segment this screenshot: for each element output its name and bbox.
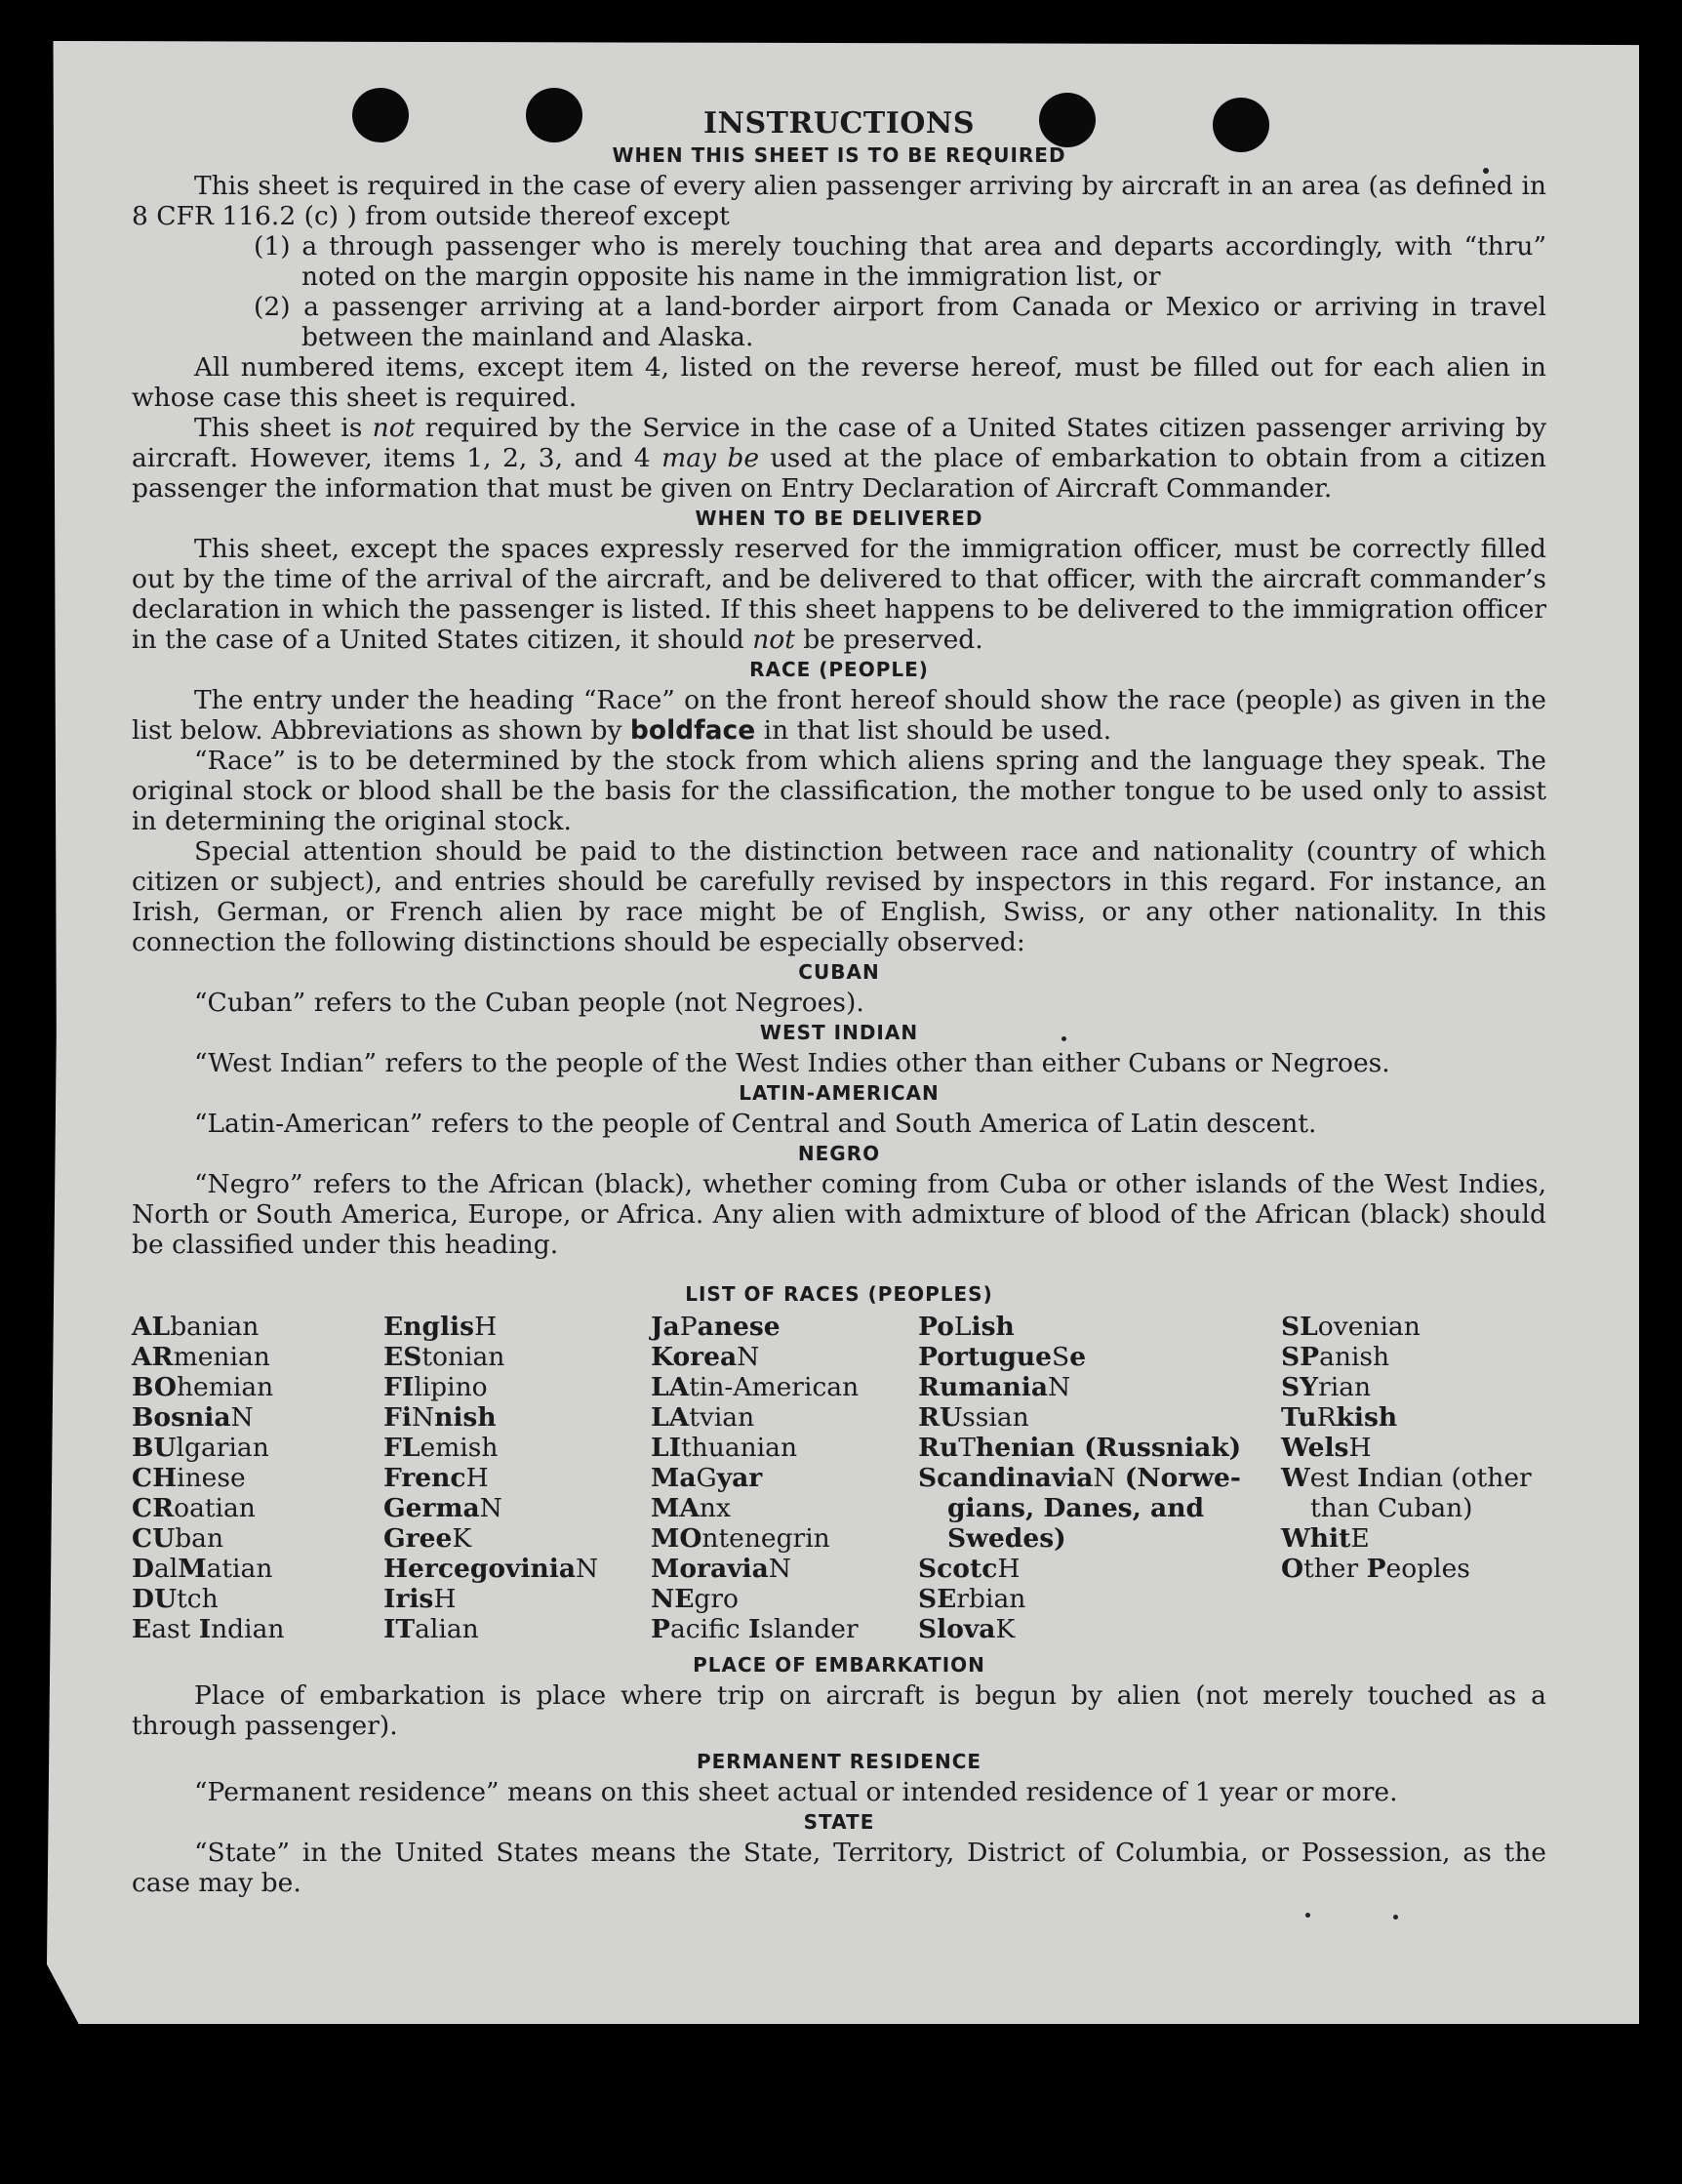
race-text: anish xyxy=(1319,1342,1390,1372)
race-entry xyxy=(651,1523,918,1554)
race-abbrev: FL xyxy=(383,1433,420,1463)
race-entry xyxy=(651,1463,918,1493)
race-abbrev: Englis xyxy=(383,1312,475,1342)
race-text: L xyxy=(953,1312,972,1342)
race-entry xyxy=(132,1584,383,1614)
list-item xyxy=(132,292,1546,352)
race-entry xyxy=(918,1463,1281,1554)
race-text: ovenian xyxy=(1317,1312,1421,1342)
instructions-content xyxy=(132,107,1546,1898)
race-text: H xyxy=(474,1312,498,1342)
race-text: alian xyxy=(415,1614,479,1644)
emphasis: not xyxy=(372,413,416,443)
paragraph: This sheet is required in the case of every alien passenger arriving by aircraft in an area (as defined in 8 CFR 116.2 (c) ) from outside thereof except xyxy=(132,171,1546,231)
speck xyxy=(1305,1913,1310,1918)
text-run: The entry under the heading “Race” on the front hereof should show the race (people) as given in the list below. Abbreviations as shown by xyxy=(132,685,1546,746)
race-entry xyxy=(132,1312,383,1342)
race-column xyxy=(651,1312,918,1644)
race-abbrev: Frenc xyxy=(383,1463,466,1493)
race-text: N xyxy=(1093,1463,1116,1493)
text-run: in that list should be used. xyxy=(755,715,1112,746)
race-abbrev: Moravia xyxy=(651,1554,769,1584)
race-text: ndian xyxy=(211,1614,285,1644)
speck xyxy=(1393,1915,1398,1920)
text-run: This sheet, except the spaces expressly reserved for the immigration officer, must be correctly filled out by the time of the arrival of the aircraft, and be delivered to that officer, with the aircraft commander’s declaration in which the passenger is listed. If this sheet happens to be delivered to the immigration officer in the case of a United States citizen, it should xyxy=(132,534,1546,655)
race-abbrev: yar xyxy=(716,1463,763,1493)
section-heading: STATE xyxy=(803,1810,875,1834)
race-text: eoples xyxy=(1385,1554,1470,1584)
race-text: oatian xyxy=(174,1493,256,1523)
race-text: P xyxy=(679,1312,698,1342)
race-abbrev: D xyxy=(132,1554,154,1584)
race-abbrev: CR xyxy=(132,1493,175,1523)
race-abbrev: SP xyxy=(1281,1342,1320,1372)
race-abbrev: SY xyxy=(1281,1372,1319,1402)
race-abbrev: O xyxy=(1281,1554,1304,1584)
race-text: tin-American xyxy=(689,1372,860,1402)
race-abbrev: e xyxy=(1069,1342,1087,1372)
section-heading: NEGRO xyxy=(797,1142,881,1165)
race-entry xyxy=(383,1402,651,1433)
race-abbrev: MO xyxy=(651,1523,702,1554)
race-text: H xyxy=(1348,1433,1372,1463)
race-entry xyxy=(651,1312,918,1342)
race-text: slander xyxy=(760,1614,859,1644)
race-entry xyxy=(1281,1554,1546,1584)
race-text: N xyxy=(411,1402,435,1433)
race-text: N xyxy=(576,1554,599,1584)
race-text: gro xyxy=(694,1584,740,1614)
section-heading: LATIN-AMERICAN xyxy=(739,1081,940,1105)
race-text: rbian xyxy=(956,1584,1026,1614)
race-entry xyxy=(383,1523,651,1554)
race-text: T xyxy=(958,1433,976,1463)
race-abbrev: RU xyxy=(918,1402,963,1433)
race-abbrev: Ma xyxy=(651,1463,697,1493)
race-entry xyxy=(651,1614,918,1644)
race-column xyxy=(1281,1312,1546,1644)
race-entry xyxy=(918,1312,1281,1342)
race-abbrev: ES xyxy=(383,1342,422,1372)
paragraph: “Latin-American” refers to the people of Central and South America of Latin descent. xyxy=(194,1109,1317,1139)
section-heading: WHEN THIS SHEET IS TO BE REQUIRED xyxy=(612,143,1066,167)
race-text: tonian xyxy=(421,1342,505,1372)
race-abbrev: LA xyxy=(651,1402,690,1433)
race-entry xyxy=(1281,1523,1546,1554)
race-entry xyxy=(383,1493,651,1523)
race-entry xyxy=(1281,1342,1546,1372)
race-abbrev: nish xyxy=(434,1402,497,1433)
race-abbrev: ish xyxy=(971,1312,1015,1342)
section-heading: RACE (PEOPLE) xyxy=(749,658,929,681)
race-entry xyxy=(651,1584,918,1614)
race-abbrev: MA xyxy=(651,1493,700,1523)
race-entry xyxy=(383,1372,651,1402)
race-text: inese xyxy=(177,1463,246,1493)
race-abbrev: BU xyxy=(132,1433,177,1463)
item-text: a passenger arriving at a land-border airport from Canada or Mexico or arriving in travel between the mainland and Alaska. xyxy=(301,292,1546,352)
text-run: used at the place of embarkation to obtain from a citizen passenger the information that must be given on Entry Declaration of Aircraft Commander. xyxy=(132,443,1546,504)
race-entry xyxy=(918,1402,1281,1433)
race-entry xyxy=(918,1554,1281,1584)
paragraph xyxy=(132,685,1546,746)
race-entry xyxy=(383,1614,651,1644)
race-abbrev: Korea xyxy=(651,1342,738,1372)
race-text: N xyxy=(1048,1372,1071,1402)
race-entry xyxy=(383,1433,651,1463)
page-title: INSTRUCTIONS xyxy=(703,106,975,141)
text-run: required by the Service in the case of a United States citizen passenger arriving by aircraft. However, items 1, 2, 3, and 4 xyxy=(132,413,1547,473)
race-abbrev: Gree xyxy=(383,1523,453,1554)
race-entry xyxy=(383,1342,651,1372)
race-abbrev: anese xyxy=(697,1312,781,1342)
race-abbrev: SE xyxy=(918,1584,957,1614)
emphasis: may be xyxy=(661,443,760,473)
race-abbrev: LI xyxy=(651,1433,682,1463)
race-abbrev: Slova xyxy=(918,1614,996,1644)
paragraph: “Permanent residence” means on this sheet actual or intended residence of 1 year or more. xyxy=(194,1777,1398,1807)
race-entry xyxy=(651,1433,918,1463)
item-text: a through passenger who is merely touching that area and departs accordingly, with “thru” noted on the margin opposite his name in the immigration list, or xyxy=(301,231,1546,292)
race-entry xyxy=(383,1463,651,1493)
race-entry xyxy=(383,1554,651,1584)
race-column xyxy=(132,1312,383,1644)
race-entry xyxy=(918,1433,1281,1463)
item-number: (1) xyxy=(254,231,291,262)
race-entry xyxy=(651,1402,918,1433)
race-abbrev: SL xyxy=(1281,1312,1318,1342)
race-entry xyxy=(651,1493,918,1523)
race-entry xyxy=(918,1342,1281,1372)
race-abbrev: LA xyxy=(651,1372,690,1402)
race-abbrev: I xyxy=(1357,1463,1370,1493)
race-entry xyxy=(918,1614,1281,1644)
section-heading: CUBAN xyxy=(798,960,880,984)
race-entry xyxy=(132,1523,383,1554)
race-entry xyxy=(1281,1372,1546,1402)
race-abbrev: P xyxy=(651,1614,670,1644)
race-text: ban xyxy=(175,1523,224,1554)
race-entry xyxy=(918,1584,1281,1614)
race-abbrev: CH xyxy=(132,1463,178,1493)
paragraph xyxy=(132,534,1546,655)
race-text: N xyxy=(479,1493,502,1523)
race-abbrev: Whit xyxy=(1281,1523,1351,1554)
race-entry xyxy=(383,1312,651,1342)
bold-word: boldface xyxy=(629,715,756,746)
race-text: atian xyxy=(206,1554,273,1584)
race-text: S xyxy=(1052,1342,1070,1372)
race-abbrev: NE xyxy=(651,1584,695,1614)
race-abbrev: Scandinavia xyxy=(918,1463,1094,1493)
race-text: rian xyxy=(1318,1372,1372,1402)
text-run: This sheet is xyxy=(194,413,373,443)
race-abbrev: BO xyxy=(132,1372,177,1402)
race-entry xyxy=(651,1554,918,1584)
emphasis: not xyxy=(752,625,795,655)
race-abbrev: CU xyxy=(132,1523,176,1554)
race-column xyxy=(918,1312,1281,1644)
race-abbrev: I xyxy=(198,1614,212,1644)
race-entry xyxy=(1281,1463,1546,1523)
race-text: est xyxy=(1309,1463,1358,1493)
section-heading: LIST OF RACES (PEOPLES) xyxy=(685,1282,993,1306)
race-abbrev: Iris xyxy=(383,1584,434,1614)
paragraph: “Negro” refers to the African (black), whether coming from Cuba or other islands of the West Indies, North or South America, Europe, or Africa. Any alien with admixture of blood of the African (black) should be classified under this heading. xyxy=(132,1169,1546,1260)
race-text: ntenegrin xyxy=(701,1523,830,1554)
race-entry xyxy=(132,1372,383,1402)
race-entry xyxy=(132,1463,383,1493)
race-abbrev: Hercegovinia xyxy=(383,1554,577,1584)
race-abbrev: Fi xyxy=(383,1402,412,1433)
race-entry xyxy=(132,1554,383,1584)
race-abbrev: W xyxy=(1281,1463,1310,1493)
race-abbrev: (Norwegians, Danes, and Swedes) xyxy=(947,1463,1241,1554)
race-text: ther xyxy=(1303,1554,1367,1584)
race-abbrev: Tu xyxy=(1281,1402,1317,1433)
item-number: (2) xyxy=(254,292,291,322)
section-heading: WHEN TO BE DELIVERED xyxy=(695,506,983,530)
race-entry xyxy=(651,1342,918,1372)
race-text: G xyxy=(696,1463,717,1493)
race-abbrev: Wels xyxy=(1281,1433,1349,1463)
paragraph: Special attention should be paid to the distinction between race and nationality (country of which citizen or subject), and entries should be carefully revised by inspectors in this regard. For instance, an Irish, German, or French alien by race might be of English, Swiss, or any other nationality. In this connection the following distinctions should be especially observed: xyxy=(132,836,1546,957)
paragraph: Place of embarkation is place where trip on aircraft is begun by alien (not merely touched as a through passenger). xyxy=(132,1680,1546,1741)
race-text: E xyxy=(1350,1523,1370,1554)
paragraph: “State” in the United States means the State, Territory, District of Columbia, or Possession, as the case may be. xyxy=(132,1838,1546,1898)
race-entry xyxy=(132,1433,383,1463)
race-text: nx xyxy=(699,1493,731,1523)
section-heading: PLACE OF EMBARKATION xyxy=(693,1653,985,1677)
race-abbrev: kish xyxy=(1336,1402,1398,1433)
race-abbrev: AL xyxy=(132,1312,171,1342)
race-abbrev: Rumania xyxy=(918,1372,1049,1402)
race-text: tvian xyxy=(689,1402,755,1433)
race-abbrev: henian (Russniak) xyxy=(975,1433,1242,1463)
race-text: ssian xyxy=(962,1402,1029,1433)
race-text: emish xyxy=(420,1433,499,1463)
race-abbrev: Scotc xyxy=(918,1554,998,1584)
paragraph: “Race” is to be determined by the stock from which aliens spring and the language they speak. The original stock or blood shall be the basis for the classification, the mother tongue to be used only to assist in determining the original stock. xyxy=(132,746,1546,836)
race-abbrev: Ja xyxy=(651,1312,680,1342)
list-item xyxy=(132,231,1546,292)
race-text: ast xyxy=(151,1614,199,1644)
race-list xyxy=(132,1312,1546,1644)
paragraph: “West Indian” refers to the people of the West Indies other than either Cubans or Negroes. xyxy=(194,1048,1390,1078)
race-abbrev: AR xyxy=(132,1342,174,1372)
race-text: banian xyxy=(170,1312,260,1342)
race-text: N xyxy=(737,1342,760,1372)
race-entry xyxy=(1281,1402,1546,1433)
race-abbrev: IT xyxy=(383,1614,416,1644)
race-abbrev: Bosnia xyxy=(132,1402,231,1433)
race-text: H xyxy=(433,1584,457,1614)
race-entry xyxy=(383,1584,651,1614)
race-entry xyxy=(132,1402,383,1433)
race-text: al xyxy=(153,1554,179,1584)
race-text: H xyxy=(997,1554,1021,1584)
race-text: acific xyxy=(669,1614,748,1644)
race-text: ndian (other than Cuban) xyxy=(1310,1463,1532,1523)
race-text: N xyxy=(768,1554,791,1584)
section-heading: PERMANENT RESIDENCE xyxy=(696,1750,982,1773)
race-abbrev: DU xyxy=(132,1584,178,1614)
text-run: be preserved. xyxy=(794,625,983,655)
race-text: tch xyxy=(177,1584,219,1614)
race-entry xyxy=(1281,1312,1546,1342)
race-abbrev: I xyxy=(748,1614,761,1644)
race-text: hemian xyxy=(176,1372,274,1402)
section-heading: WEST INDIAN xyxy=(759,1021,919,1044)
race-entry xyxy=(1281,1433,1546,1463)
race-text: thuanian xyxy=(681,1433,798,1463)
race-entry xyxy=(918,1372,1281,1402)
paragraph: “Cuban” refers to the Cuban people (not Negroes). xyxy=(194,988,864,1018)
race-text: H xyxy=(465,1463,489,1493)
race-text: lgarian xyxy=(176,1433,269,1463)
race-text: K xyxy=(452,1523,472,1554)
race-abbrev: P xyxy=(1366,1554,1386,1584)
race-column xyxy=(383,1312,651,1644)
paragraph: All numbered items, except item 4, listed on the reverse hereof, must be filled out for each alien in whose case this sheet is required. xyxy=(132,352,1546,413)
race-abbrev: M xyxy=(178,1554,207,1584)
race-text: menian xyxy=(173,1342,270,1372)
race-entry xyxy=(132,1493,383,1523)
race-abbrev: Germa xyxy=(383,1493,480,1523)
race-abbrev: Ru xyxy=(918,1433,959,1463)
race-entry xyxy=(132,1342,383,1372)
paragraph xyxy=(132,413,1546,504)
race-text: K xyxy=(995,1614,1016,1644)
race-entry xyxy=(651,1372,918,1402)
race-text: R xyxy=(1316,1402,1337,1433)
race-abbrev: Po xyxy=(918,1312,954,1342)
race-text: lipino xyxy=(414,1372,488,1402)
race-text: N xyxy=(230,1402,254,1433)
race-entry xyxy=(132,1614,383,1644)
race-abbrev: E xyxy=(132,1614,152,1644)
race-abbrev: FI xyxy=(383,1372,415,1402)
race-abbrev: Portugue xyxy=(918,1342,1053,1372)
